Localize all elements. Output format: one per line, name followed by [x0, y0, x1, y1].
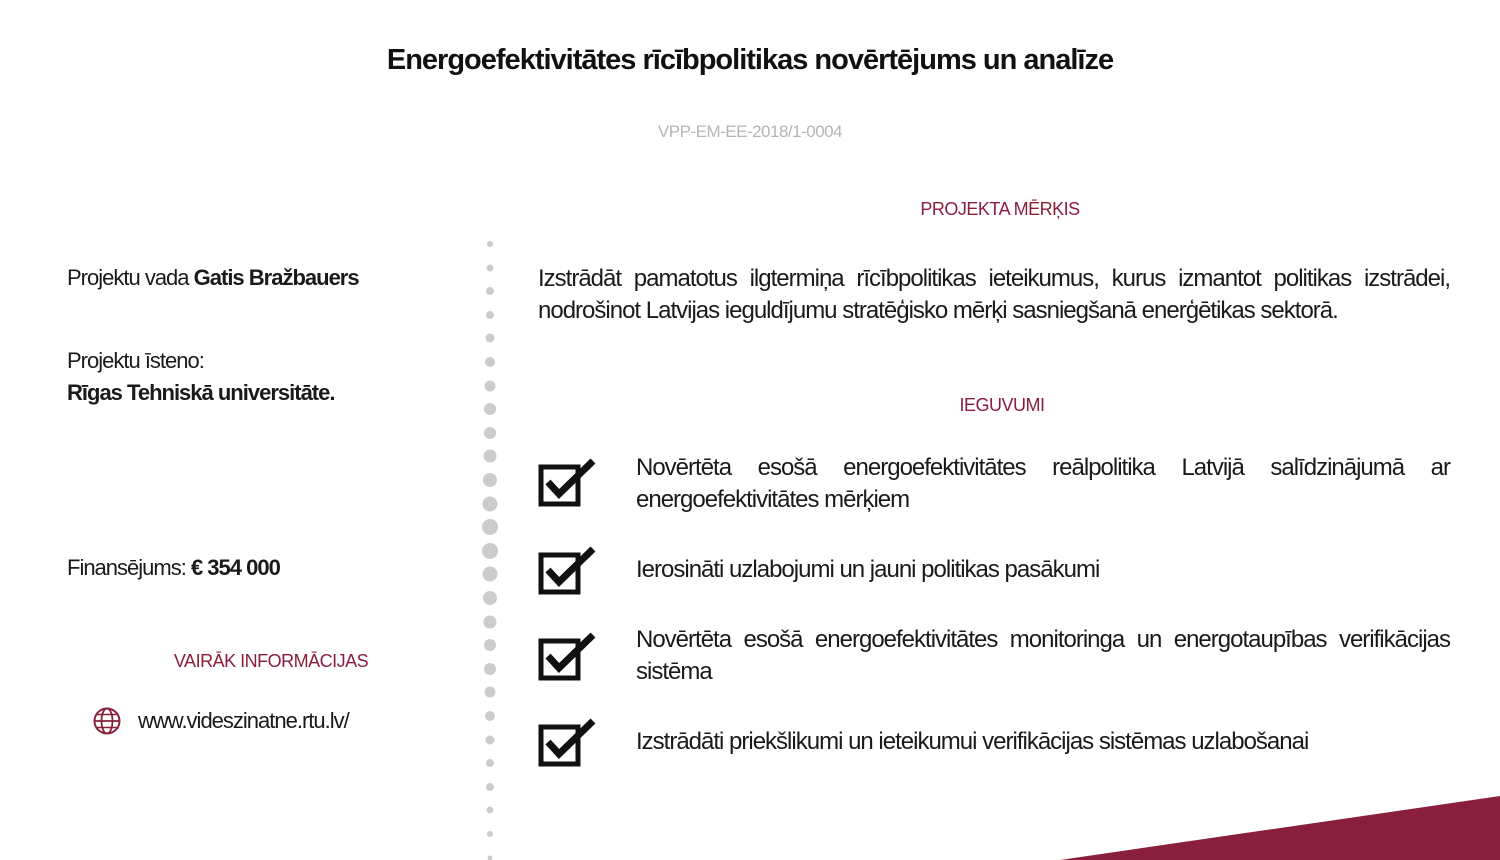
funding-label: Finansējums: [67, 555, 191, 580]
goal-heading: PROJEKTA MĒRĶIS [920, 199, 1080, 219]
divider-dot [486, 783, 494, 791]
checkbox-checked-icon [538, 632, 598, 682]
divider-dot [487, 807, 494, 814]
dotted-divider [480, 236, 500, 860]
benefit-text: Ierosināti uzlabojumi un jauni politikas pasākumi [636, 556, 1100, 583]
benefit-text: Izstrādāti priekšlikumi un ieteikumui verifikācijas sistēmas uzlabošanai [636, 728, 1309, 755]
divider-dot [485, 711, 495, 721]
funding-value: € 354 000 [190, 555, 280, 580]
implementer-name-row [67, 380, 334, 406]
checkbox-checked-icon [538, 546, 598, 596]
leader-label: Projektu vada [67, 265, 194, 290]
divider-dot [483, 591, 497, 605]
funding [67, 555, 280, 581]
divider-dot [486, 311, 494, 319]
divider-dot [485, 380, 496, 391]
project-code: VPP-EM-EE-2018/1-0004 [657, 122, 843, 141]
divider-dot [485, 357, 495, 367]
website-url[interactable]: www.videszinatne.rtu.lv/ [138, 708, 349, 733]
divider-dot [487, 831, 493, 837]
goal-text: Izstrādāt pamatotus ilgtermiņa rīcībpolitikas ieteikumus, kurus izmantot politikas izstrādei, nodrošinot Latvijas ieguldījumu stratēģisko mērķi sasniegšanā enerģētikas sektorā. [538, 265, 1450, 324]
divider-dot [483, 567, 498, 582]
benefit-text: Novērtēta esošā energoefektivitātes reālpolitika Latvijā salīdzinājumā ar energoefektivitātes mērķiem [636, 454, 1450, 513]
divider-dot [487, 241, 493, 247]
checkbox-checked-icon [538, 718, 598, 768]
page-title: Energoefektivitātes rīcībpolitikas novērtējums un analīze [386, 44, 1114, 76]
divider-dot [484, 403, 496, 415]
divider-dot [484, 450, 497, 463]
divider-dot [488, 855, 493, 860]
decorative-corner [1060, 796, 1500, 860]
divider-dot [484, 615, 497, 628]
website-link[interactable] [92, 706, 349, 736]
divider-dot [486, 759, 494, 767]
project-leader [67, 265, 359, 291]
divider-dot [484, 663, 496, 675]
divider-dot [483, 473, 497, 487]
divider-dot [484, 639, 496, 651]
divider-dot [482, 519, 498, 535]
divider-dot [486, 287, 494, 295]
divider-dot [486, 735, 495, 744]
divider-dot [483, 496, 498, 511]
divider-dot [485, 687, 496, 698]
leader-name: Gatis Bražbauers [193, 265, 359, 290]
divider-dot [487, 264, 494, 271]
divider-dot [484, 427, 496, 439]
globe-icon [92, 706, 122, 736]
implementer-name: Rīgas Tehniskā universitāte. [67, 380, 335, 405]
more-info-heading: VAIRĀK INFORMĀCIJAS [173, 651, 369, 671]
implementer-label: Projektu īsteno: [67, 348, 204, 373]
divider-dot [486, 334, 495, 343]
benefit-text: Novērtēta esošā energoefektivitātes monitoringa un energotaupības verifikācijas sistēma [636, 626, 1450, 685]
divider-dot [482, 543, 498, 559]
benefits-heading: IEGUVUMI [959, 395, 1045, 415]
checkbox-checked-icon [538, 458, 598, 508]
